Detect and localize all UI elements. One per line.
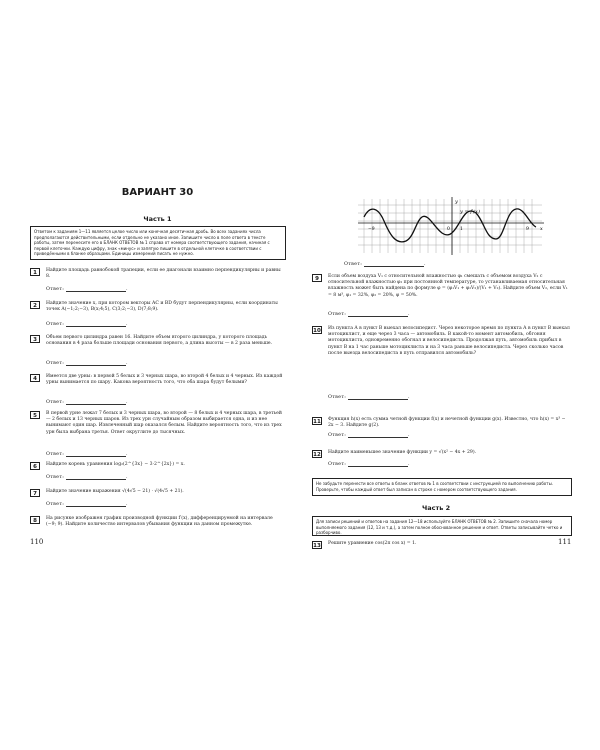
- answer-field[interactable]: Ответ: .: [328, 395, 410, 400]
- task-number: 4: [30, 374, 40, 382]
- task-text: В первой урне лежат 7 белых и 3 черных шара, во второй — 8 белых и 4 черных шара, в третьей — 2 белых и 13 черных шаров. Из трех урн случайным образом выбирается одна, и из нее вынимают один шар. Извлеченный шар оказался белым. Найдите вероятность того, что из трех урн была выбрана третья. Ответ округлите до тысячных.: [46, 411, 282, 435]
- task-text: Найдите площадь равнобокой трапеции, если ее диагонали взаимно перпендикулярны и равны 8.: [46, 268, 281, 280]
- task-text: Найдите наименьшее значение функции y = √(x² − 4x + 29).: [328, 450, 477, 455]
- answer-field[interactable]: Ответ: .: [46, 322, 128, 327]
- y-axis-label: y: [455, 199, 458, 205]
- answer-field[interactable]: Ответ: .: [46, 475, 128, 480]
- task-number: 2: [30, 301, 40, 309]
- task-number: 5: [30, 411, 40, 419]
- task-number: 13: [313, 543, 321, 549]
- answer-label: Ответ:: [328, 312, 347, 317]
- answer-label: Ответ:: [46, 475, 65, 480]
- derivative-graph: [356, 195, 548, 257]
- tick-label-9: 9: [526, 227, 529, 232]
- answer-label: Ответ:: [46, 452, 65, 457]
- task-number: 9: [312, 274, 322, 282]
- task-text: Функция h(x) есть сумма четной функции f(x) и нечетной функции g(x). Известно, что h(x) = x³ − 2x − 3. Найдите g(2).: [328, 417, 566, 429]
- answer-label: Ответ:: [46, 322, 65, 327]
- task-number: 11: [313, 419, 321, 425]
- variant-title: ВАРИАНТ 30: [121, 187, 194, 198]
- task-text: Решите уравнение cos(2π cos x) = 1.: [328, 541, 417, 546]
- answer-field[interactable]: Ответ: .: [46, 287, 128, 292]
- answer-label: Ответ:: [328, 395, 347, 400]
- answer-label: Ответ:: [46, 287, 65, 292]
- part1-instructions: Ответом к заданиям 1—11 является целое число или конечная десятичная дробь. Во всех заданиях числа предполагаются действительными, если отдельно не указано иное. Запишите число в поле ответа в тексте работы, затем перенесите его в БЛАНК ОТВЕТОВ № 1 справа от номера соответствующего задания, начиная с первой клеточки. Каждую цифру, знак «минус» и запятую пишите в отдельной клеточке в соответствии с приведёнными в бланке образцами. Единицы измерений писать не нужно.: [30, 226, 286, 260]
- part2-instructions: Для записи решений и ответов на задания 12—18 используйте БЛАНК ОТВЕТОВ № 2. Запишите сначала номер выполняемого задания (12, 13 и т.д.), а затем полное обоснованное решение и ответ. Ответы записывайте четко и разборчиво.: [312, 516, 572, 536]
- task-8-answer-field[interactable]: Ответ: .: [344, 262, 426, 267]
- part1-title: Часть 1: [143, 215, 172, 223]
- answer-field[interactable]: Ответ: .: [46, 452, 128, 457]
- answer-label: Ответ:: [328, 462, 347, 467]
- answer-field[interactable]: Ответ: .: [46, 502, 128, 507]
- task-text: Найдите значение выражения √(4√5 − 21) · √(4√5 + 21).: [46, 489, 184, 494]
- answer-field[interactable]: Ответ: .: [46, 400, 128, 405]
- answer-label: Ответ:: [328, 433, 347, 438]
- task-number: 3: [30, 335, 40, 343]
- answer-label: Ответ:: [46, 502, 65, 507]
- task-text: Из пункта A в пункт B выехал велосипедист. Через некоторое время по пункта A в пункт B выехал мотоциклист, и еще через 3 часа — автомобиль. В какой-то момент автомобиль, обгоняя мотоциклиста, одновременно обогнал и велосипедиста. Продолжая путь, автомобиль прибыл в пункт B на 1 час раньше мотоциклиста и на 3 часа раньше велосипедиста. Через сколько часов после выезда велосипедиста в путь отправился автомобиль?: [328, 326, 570, 356]
- answer-label: Ответ:: [46, 361, 65, 366]
- task-text: Объем первого цилиндра равен 16. Найдите объем второго цилиндра, у которого площадь основания в 4 раза больше площади основания первого, а длина высоты — в 2 раза меньше.: [46, 335, 273, 347]
- function-label: y = f′(x): [460, 209, 480, 215]
- tick-label-0: 0: [447, 227, 450, 232]
- tick-label-minus-9: −9: [368, 227, 375, 232]
- part2-title: Часть 2: [422, 504, 451, 512]
- answer-field[interactable]: Ответ: .: [328, 462, 410, 467]
- transfer-notice: Не забудьте перенести все ответы в бланк ответов № 1 в соответствии с инструкцией по выполнению работы. Проверьте, чтобы каждый ответ был записан в строке с номером соответствующего задания.: [312, 478, 572, 496]
- answer-field[interactable]: Ответ: .: [328, 433, 410, 438]
- task-number: 7: [30, 489, 40, 497]
- task-number: 8: [30, 516, 40, 524]
- task-text: Если объем воздуха V₁ с относительной влажностью φ₁ смешать с объемом воздуха V₂ с относительной влажностью φ₂ при постоянной температуре, то устанавливаемая относительная влажность может быть найдена по формуле φ = (φ₁V₁ + φ₂V₂)/(V₁ + V₂). Найдите объем V₂, если V₁ = 8 м³, φ₁ = 32%, φ₂ = 20%, φ = 50%.: [328, 274, 568, 298]
- task-text: Найдите корень уравнения log₂(2^{3x} − 3·2^{2x}) = x.: [46, 462, 185, 467]
- answer-field[interactable]: Ответ: .: [328, 312, 410, 317]
- task-text: Имеется две урны: в первой 5 белых и 3 черных шара, во второй 4 белых и 4 черных. Из каждой урны вынимается по шару. Какова вероятность того, что оба шара будут белыми?: [46, 374, 283, 386]
- answer-label: Ответ:: [344, 262, 363, 267]
- task-number: 10: [313, 328, 321, 334]
- task-text: На рисунке изображен график производной функции f′(x), дифференцируемой на интервале (−9; 9). Найдите количество интервалов убывания функции на данном промежутке.: [46, 516, 273, 528]
- task-text: Найдите значение x, при котором векторы AC и BD будут перпендикулярны, если координаты точек A(−1;2;−3), B(x;4;5), C(3;2;−3), D(7;8;9).: [46, 301, 278, 313]
- x-axis-label: x: [540, 226, 543, 232]
- answer-label: Ответ:: [46, 400, 65, 405]
- page-number: 111: [558, 538, 572, 546]
- right-page: [300, 0, 600, 750]
- task-number: 1: [30, 268, 40, 276]
- tick-label-1: 1: [460, 227, 463, 232]
- page-number: 110: [30, 538, 44, 546]
- task-number: 12: [313, 452, 321, 458]
- task-number: 6: [30, 462, 40, 470]
- answer-field[interactable]: Ответ: .: [46, 361, 128, 366]
